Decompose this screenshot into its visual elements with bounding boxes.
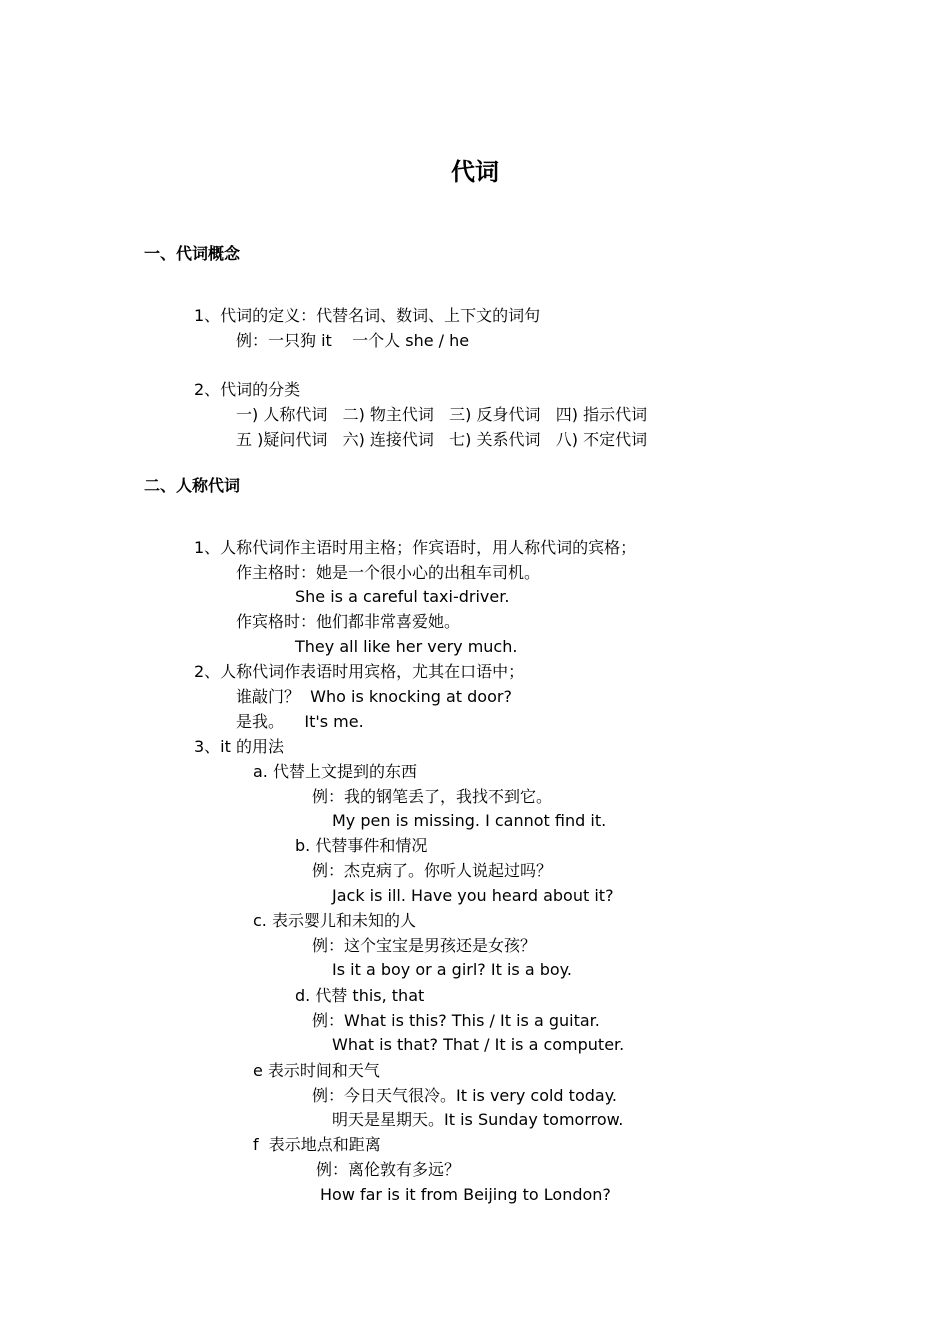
definition-example: 例：一只狗 it 一个人 she / he xyxy=(236,331,470,350)
rule-2-example-a: 谁敲门？ Who is knocking at door? xyxy=(236,687,512,706)
usage-d-example: 例：What is this? This / It is a guitar. xyxy=(312,1011,600,1030)
usage-d: d. 代替 this, that xyxy=(295,986,425,1005)
section-heading-personal: 二、人称代词 xyxy=(144,476,241,495)
usage-f: f 表示地点和距离 xyxy=(253,1135,381,1154)
rule-1-subject-en: She is a careful taxi-driver. xyxy=(295,587,510,606)
rule-1: 1、人称代词作主语时用主格；作宾语时，用人称代词的宾格； xyxy=(194,538,637,557)
usage-c: c. 表示婴儿和未知的人 xyxy=(253,911,416,930)
rule-2-example-b: 是我。 It's me. xyxy=(236,712,364,731)
usage-a-english: My pen is missing. I cannot find it. xyxy=(332,811,607,830)
definition-line: 1、代词的定义：代替名词、数词、上下文的词句 xyxy=(194,306,541,325)
usage-d-english: What is that? That / It is a computer. xyxy=(332,1035,625,1054)
rule-1-subject: 作主格时：她是一个很小心的出租车司机。 xyxy=(236,563,541,582)
usage-b-example: 例：杰克病了。你听人说起过吗？ xyxy=(312,861,553,880)
usage-f-example: 例：离伦敦有多远？ xyxy=(316,1160,461,1179)
classification-row-2: 五 )疑问代词 六) 连接代词 七) 关系代词 八) 不定代词 xyxy=(236,430,648,449)
classification-row-1: 一) 人称代词 二) 物主代词 三) 反身代词 四) 指示代词 xyxy=(236,405,648,424)
usage-b-english: Jack is ill. Have you heard about it? xyxy=(332,886,614,905)
rule-3: 3、it 的用法 xyxy=(194,737,284,756)
usage-f-english: How far is it from Beijing to London? xyxy=(320,1185,611,1204)
rule-1-object: 作宾格时：他们都非常喜爱她。 xyxy=(236,612,461,631)
classification-line: 2、代词的分类 xyxy=(194,380,301,399)
usage-b: b. 代替事件和情况 xyxy=(295,836,428,855)
usage-a: a. 代替上文提到的东西 xyxy=(253,762,417,781)
usage-c-example: 例：这个宝宝是男孩还是女孩？ xyxy=(312,936,537,955)
usage-e: e 表示时间和天气 xyxy=(253,1061,380,1080)
usage-e-example: 例：今日天气很冷。It is very cold today. xyxy=(312,1086,617,1105)
usage-e-english: 明天是星期天。It is Sunday tomorrow. xyxy=(332,1110,624,1129)
page-title: 代词 xyxy=(451,158,499,186)
usage-a-example: 例：我的钢笔丢了，我找不到它。 xyxy=(312,787,553,806)
section-heading-concept: 一、代词概念 xyxy=(144,244,241,263)
rule-2: 2、人称代词作表语时用宾格，尤其在口语中； xyxy=(194,662,525,681)
rule-1-object-en: They all like her very much. xyxy=(295,637,518,656)
usage-c-english: Is it a boy or a girl? It is a boy. xyxy=(332,960,572,979)
